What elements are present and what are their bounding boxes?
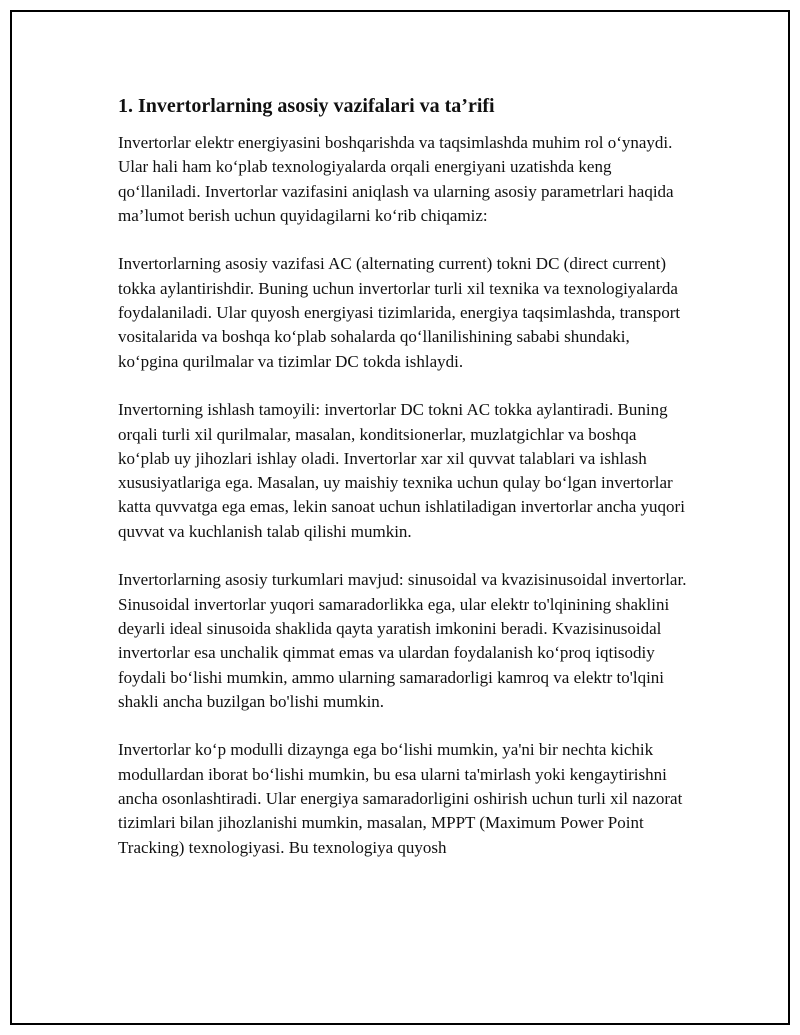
section-heading: 1. Invertorlarning asosiy vazifalari va ta’rifi [118,95,495,117]
paragraph-intro: Invertorlar elektr energiyasini boshqarishda va taqsimlashda muhim rol o‘ynaydi. Ular hali ham ko‘plab texnologiyalarda orqali energiyani uzatishda keng qo‘llaniladi. Invertorlar vazifasini aniqlash va ularning asosiy parametrlari haqida ma’lumot berish uchun quyidagilarni ko‘rib chiqamiz: [118,133,674,225]
paragraph-working-principle: Invertorning ishlash tamoyili: invertorlar DC tokni AC tokka aylantiradi. Buning orqali turli xil qurilmalar, masalan, konditsionerlar, muzlatgichlar va boshqa ko‘plab uy jihozlari ishlay oladi. Invertorlar xar xil quvvat talablari va ishlash xususiyatlariga ega. Masalan, uy maishiy texnika uchun qulay bo‘lgan invertorlar katta quvvatga ega emas, lekin sanoat uchun ishlatiladigan invertorlar ancha yuqori quvvat va kuchlanish talab qilishi mumkin. [118,400,685,541]
paragraph-inverter-types: Invertorlarning asosiy turkumlari mavjud: sinusoidal va kvazisinusoidal invertorlar. Sinusoidal invertorlar yuqori samaradorlikka ega, ular elektr to'lqinining shaklini deyarli ideal sinusoida shaklida qayta yaratish imkonini beradi. Kvazisinusoidal invertorlar esa unchalik qimmat emas va ulardan foydalanish ko‘proq iqtisodiy foydali bo‘lishi mumkin, ammo ularning samaradorligi kamroq va elektr to'lqini shakli ancha buzilgan bo'lishi mumkin. [118,570,687,711]
paragraph-main-function: Invertorlarning asosiy vazifasi AC (alternating current) tokni DC (direct current) tokka aylantirishdir. Buning uchun invertorlar turli xil texnika va texnologiyalarda foydalaniladi. Ular quyosh energiyasi tizimlarida, energiya taqsimlashda, transport vositalarida va boshqa ko‘plab sohalarda qo‘llanilishining sababi shundaki, ko‘pgina qurilmalar va tizimlar DC tokda ishlaydi. [118,254,681,371]
paragraph-modular-design: Invertorlar ko‘p modulli dizaynga ega bo‘lishi mumkin, ya'ni bir nechta kichik modullardan iborat bo‘lishi mumkin, bu esa ularni ta'mirlash yoki kengaytirishni ancha osonlashtiradi. Ular energiya samaradorligini oshirish uchun turli xil nazorat tizimlari bilan jihozlanishi mumkin, masalan, MPPT (Maximum Power Point Tracking) texnologiyasi. Bu texnologiya quyosh [118,740,683,857]
document-body [118,92,690,884]
